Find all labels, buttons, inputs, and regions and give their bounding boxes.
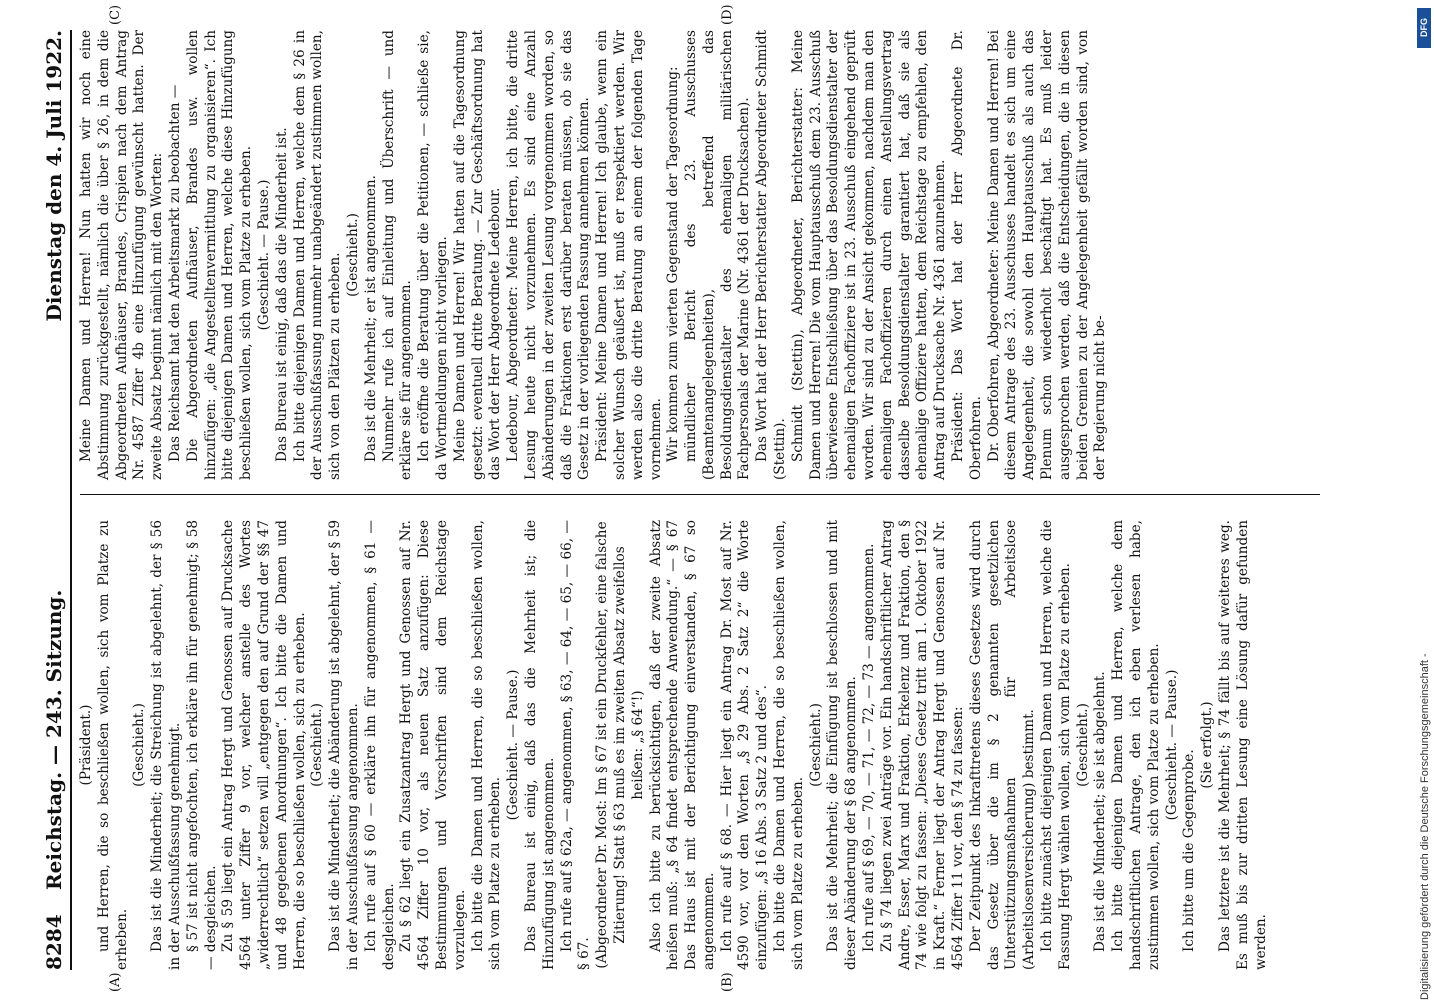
margin-marker-c: (C) [108, 4, 123, 25]
paragraph: Das ist die Mehrheit; die Einfügung ist beschlossen und mit dieser Abänderung der § 68 angenommen. [825, 520, 860, 970]
digitization-stamp [1417, 0, 1433, 1000]
page-number: 8284 [42, 914, 66, 970]
paragraph: Ledebour, Abgeordneter: Meine Herren, ich bitte, die dritte Lesung heute nicht vorzunehmen. Es sind eine Anzahl Abänderungen in der zweiten Lesung vorgenommen worden, so daß die Fraktionen erst darüber beraten müssen, ob sie das Gesetz in der vorliegenden Fassung annehmen können. [505, 30, 593, 480]
paragraph: (Abgeordneter Dr. Most: Im § 67 ist ein Druckfehler, eine falsche Zitierung! Statt § 63 muß es im zweiten Absatz zweifellos heißen: „§ 64“!) [594, 521, 646, 969]
paragraph: Meine Damen und Herren! Nun hatten wir noch eine Abstimmung zurückgestellt, nämlich die über § 26, in dem die Abgeordneten Aufhäuser, Brandes, Crispien nach dem Antrag Nr. 4587 Ziffer 4b eine Hinzufügung gewünscht hatten. Der zweite Absatz beginnt nämlich mit den Worten: [78, 30, 166, 480]
margin-marker-d: (D) [720, 4, 735, 25]
paragraph: Ich bitte die Damen und Herren, die so beschließen wollen, sich vom Platze zu erheben. [772, 520, 806, 970]
paragraph: Also ich bitte zu berücksichtigen, daß der zweite Absatz heißen muß: „§ 64 findet entsprechende Anwendung.“ — § 67 Das Haus ist mit der Berichtigung einverstanden, § 67 so angenommen. [647, 520, 717, 970]
paragraph: Das letztere ist die Mehrheit; § 74 fällt bis auf weiteres weg. Es muß bis zur dritten Lesung eine Lösung dafür gefunden werden. [1217, 520, 1269, 970]
header-right-title: Dienstag den 4. Juli 1922. [42, 30, 66, 322]
page-header [36, 30, 72, 970]
paragraph: Ich rufe auf § 69, — 70, — 71, — 72, — 73 — angenommen. [861, 543, 878, 952]
paragraph: (Geschieht.) [807, 703, 824, 787]
paragraph: (Geschieht.) [131, 703, 148, 787]
paragraph: (Geschieht. — Pause.) [505, 669, 522, 821]
paragraph: Ich rufe auf § 60 — erkläre ihn für angenommen, § 61 — desgleichen. [362, 520, 397, 970]
paragraph: Das Bureau ist einig, daß das die Mehrheit ist; die Hinzufügung ist angenommen. [522, 520, 557, 970]
header-left-title: Reichstag. — 243. Sitzung. [42, 589, 66, 890]
paragraph: Ich bitte diejenigen Damen und Herren, welche dem § 26 in der Ausschußfassung nunmehr unabgeändert zustimmen wollen, sich von den Plätzen zu erheben. [291, 30, 344, 480]
digitization-credit: Digitalisierung gefördert durch die Deutsche Forschungsgemeinschaft - [1419, 653, 1431, 1000]
paragraph: Ich bitte um die Gegenprobe. [1181, 749, 1198, 952]
paragraph: Präsident: Meine Damen und Herren! Ich glaube, wenn ein solcher Wunsch geäußert ist, muß er respektiert werden. Wir werden also die dritte Beratung an einem der folgenden Tage vornehmen. [594, 30, 664, 480]
paragraph: (Geschieht. — Pause.) [255, 179, 272, 331]
paragraph: Ich eröffne die Beratung über die Petitionen, — schließe sie, da Wortmeldungen nicht vorliegen. [416, 30, 450, 480]
paragraph: Ich bitte zunächst diejenigen Damen und Herren, welche die Fassung Hergt wählen wollen, sich vom Platze zu erheben. [1039, 520, 1073, 970]
paragraph: § 57 ist nicht angefochten, ich erkläre ihn für genehmigt; § 58 — desgleichen. [184, 520, 219, 970]
paragraph: Zu § 74 liegen zwei Anträge vor. Ein handschriftlicher Antrag Andre, Esser, Marx und Fraktion, Erkelenz und Fraktion, den § 74 wie folgt zu fassen: „Dieses Gesetz tritt am 1. Oktober 1922 in Kraft.“ Ferner liegt der Antrag Hergt und Genossen auf Nr. 4564 Ziffer 11 vor, den § 74 zu fassen: [878, 520, 967, 970]
paragraph: Meine Damen und Herren! Wir hatten auf die Tagesordnung gesetzt: eventuell dritte Beratung. — Zur Geschäftsordnung hat das Wort der Herr Abgeordnete Ledebour. [451, 30, 504, 480]
paragraph: Zu § 59 liegt ein Antrag Hergt und Genossen auf Drucksache 4564 unter Ziffer 9 vor, welcher anstelle des Wortes „widerrechtlich“ setzen will „entgegen den auf Grund der §§ 47 und 48 gegebenen Anordnungen“. Ich bitte die Damen und Herren, die so beschließen wollen, sich zu erheben. [220, 520, 308, 970]
paragraph: (Sie erfolgt.) [1199, 701, 1216, 789]
left-column [78, 520, 1270, 970]
paragraph: Das ist die Minderheit; sie ist abgelehnt. [1092, 671, 1109, 952]
paragraph: (Geschieht. — Pause.) [1163, 669, 1180, 821]
paragraph: Ich rufe auf § 68. — Hier liegt ein Antrag Dr. Most auf Nr. 4590 vor, vor den Worten „§ 29 Abs. 2 Satz 2“ die Worte einzufügen: „§ 16 Abs. 3 Satz 2 und des“. [718, 520, 771, 970]
paragraph: (Geschieht.) [1074, 703, 1091, 787]
paragraph: Der Zeitpunkt des Inkrafttretens dieses Gesetzes wird durch das Gesetz über die im § 2 genannten gesetzlichen Unterstützungsmaßnahmen für Arbeitslose (Arbeitslosenversicherung) bestimmt. [967, 520, 1038, 970]
paragraph: Dr. Oberfohren, Abgeordneter: Meine Damen und Herren! Bei diesem Antrage des 23. Ausschusses handelt es sich um eine Angelegenheit, die sowohl den Hauptausschuß als auch das Plenum schon wiederholt beschäftigt hat. Es muß leider ausgesprochen werden, daß die Entscheidungen, die in diesen beiden Gremien zu der Angelegenheit gefällt worden sind, von der Regierung nicht be- [985, 30, 1109, 480]
right-column [78, 30, 1110, 480]
margin-marker-b: (B) [720, 972, 735, 992]
paragraph: und Herren, die so beschließen wollen, sich vom Platze zu erheben. [95, 520, 130, 970]
paragraph: Nunmehr rufe ich auf Einleitung und Überschrift — und erkläre sie für angenommen. [380, 30, 415, 480]
paragraph: Das Reichsamt hat den Arbeitsmarkt zu beobachten — [166, 84, 183, 462]
column-divider [80, 494, 1320, 495]
paragraph: (Geschieht.) [344, 213, 361, 297]
paragraph: mündlicher Bericht des 23. Ausschusses (Beamtenangelegenheiten), betreffend das Besoldungsdienstalter des ehemaligen militärischen Fachpersonals der Marine (Nr. 4361 der Drucksachen). [683, 30, 753, 480]
margin-marker-a: (A) [108, 972, 123, 992]
paragraph: Das Wort hat der Herr Berichterstatter Abgeordneter Schmidt (Stettin). [754, 30, 789, 480]
paragraph: Zu § 62 liegt ein Zusatzantrag Hergt und Genossen auf Nr. 4564 Ziffer 10 vor, als neuen Satz anzufügen: Diese Bestimmungen und Vorschriften sind dem Reichstage vorzulegen. [398, 520, 468, 970]
paragraph: Die Abgeordneten Aufhäuser, Brandes usw. wollen hinzufügen: „die Angestelltenvermittlung zu organisieren“. Ich bitte diejenigen Damen und Herren, welche diese Hinzufügung beschließen wollen, sich vom Platze zu erheben. [184, 30, 255, 480]
dfg-logo: DFG [1417, 8, 1431, 48]
paragraph: (Präsident.) [78, 704, 94, 786]
paragraph: Ich bitte die Damen und Herren, die so beschließen wollen, sich vom Platze zu erheben. [469, 520, 504, 970]
paragraph: Schmidt (Stettin), Abgeordneter, Berichterstatter: Meine Damen und Herren! Die vom Hauptausschuß dem 23. Ausschuß überwiesene Entschließung über das Besoldungsdienstalter der ehemaligen Fachoffiziere ist in 23. Ausschuß eingehend geprüft worden. Wir sind zu der Ansicht gekommen, nachdem man den ehemaligen Fachoffizieren durch einen Anstellungsvertrag dasselbe Besoldungsdienstalter garantiert hat, daß sie als ehemalige Offiziere hatten, dem Reichstage zu empfehlen, den Antrag auf Drucksache Nr. 4361 anzunehmen. [789, 30, 949, 480]
paragraph: Präsident: Das Wort hat der Herr Abgeordnete Dr. Oberfohren. [950, 30, 984, 480]
paragraph: (Geschieht.) [309, 703, 326, 787]
paragraph: Ich bitte diejenigen Damen und Herren, welche dem handschriftlichen Antrage, den ich eben verlesen habe, zustimmen wollen, sich vom Platze zu erheben. [1110, 520, 1162, 970]
paragraph: Wir kommen zum vierten Gegenstand der Tagesordnung: [665, 66, 682, 462]
paragraph: Das ist die Minderheit; die Abänderung ist abgelehnt, der § 59 in der Ausschußfassung angenommen. [327, 520, 361, 970]
paragraph: Das Bureau ist einig, daß das die Minderheit ist. [273, 127, 290, 462]
paragraph: Das ist die Mehrheit; er ist angenommen. [362, 175, 379, 462]
paragraph: Das ist die Minderheit; die Streichung ist abgelehnt, der § 56 in der Ausschußfassung genehmigt. [149, 520, 183, 970]
paragraph: Ich rufe auf § 62a, — angenommen, § 63, — 64, — 65, — 66, — § 67. [558, 520, 593, 970]
